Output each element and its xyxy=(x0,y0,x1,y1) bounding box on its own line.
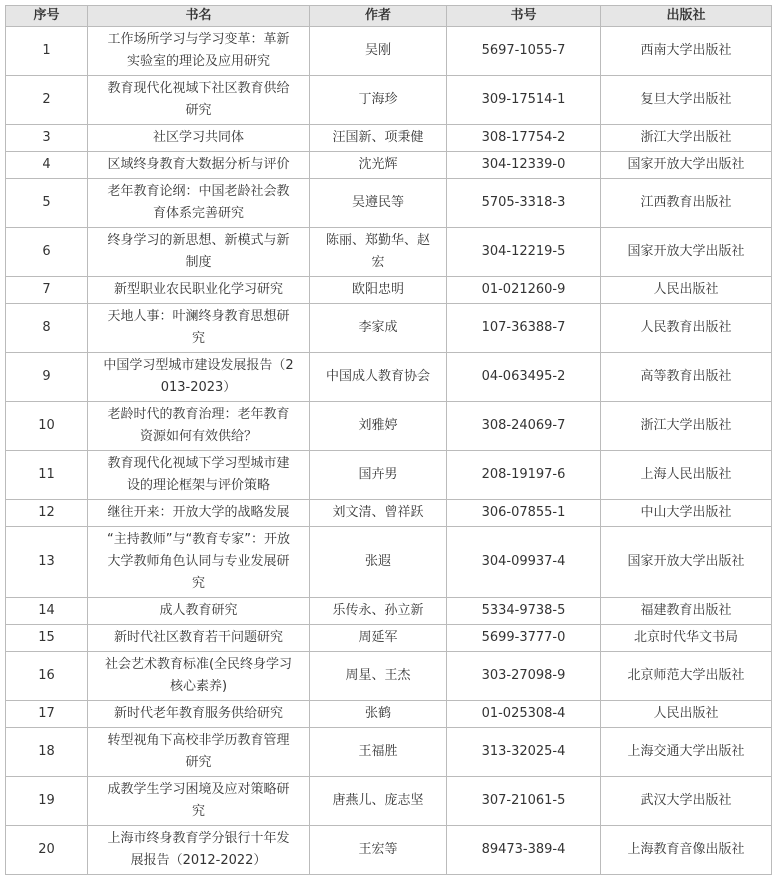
cell-code: 309-17514-1 xyxy=(447,76,601,125)
table-row xyxy=(6,152,772,179)
cell-title: 新时代老年教育服务供给研究 xyxy=(88,701,310,728)
cell-no: 10 xyxy=(6,402,88,451)
book-list-table xyxy=(5,5,772,875)
cell-no: 5 xyxy=(6,179,88,228)
cell-author: 唐燕儿、庞志坚 xyxy=(310,777,447,826)
cell-no: 14 xyxy=(6,598,88,625)
cell-title: 教育现代化视域下学习型城市建设的理论框架与评价策略 xyxy=(88,451,310,500)
cell-title: 中国学习型城市建设发展报告（2013-2023） xyxy=(88,353,310,402)
cell-no: 6 xyxy=(6,228,88,277)
header-title: 书名 xyxy=(88,6,310,27)
cell-publisher: 国家开放大学出版社 xyxy=(601,228,772,277)
cell-no: 17 xyxy=(6,701,88,728)
cell-code: 01-025308-4 xyxy=(447,701,601,728)
cell-publisher: 武汉大学出版社 xyxy=(601,777,772,826)
cell-publisher: 上海交通大学出版社 xyxy=(601,728,772,777)
cell-title: 社会艺术教育标准(全民终身学习核心素养) xyxy=(88,652,310,701)
cell-publisher: 浙江大学出版社 xyxy=(601,402,772,451)
cell-no: 9 xyxy=(6,353,88,402)
table-body xyxy=(6,27,772,875)
table-row xyxy=(6,598,772,625)
table-row xyxy=(6,625,772,652)
cell-author: 王福胜 xyxy=(310,728,447,777)
cell-title: 天地人事：叶澜终身教育思想研究 xyxy=(88,304,310,353)
cell-title: 成人教育研究 xyxy=(88,598,310,625)
cell-no: 2 xyxy=(6,76,88,125)
cell-code: 107-36388-7 xyxy=(447,304,601,353)
cell-publisher: 国家开放大学出版社 xyxy=(601,527,772,598)
cell-author: 沈光辉 xyxy=(310,152,447,179)
cell-no: 16 xyxy=(6,652,88,701)
header-author: 作者 xyxy=(310,6,447,27)
cell-publisher: 上海教育音像出版社 xyxy=(601,826,772,875)
cell-code: 5705-3318-3 xyxy=(447,179,601,228)
cell-no: 4 xyxy=(6,152,88,179)
cell-publisher: 国家开放大学出版社 xyxy=(601,152,772,179)
cell-title: 老龄时代的教育治理：老年教育资源如何有效供给？ xyxy=(88,402,310,451)
cell-author: 吴遵民等 xyxy=(310,179,447,228)
cell-code: 313-32025-4 xyxy=(447,728,601,777)
table-row xyxy=(6,527,772,598)
cell-author: 陈丽、郑勤华、赵宏 xyxy=(310,228,447,277)
table-row xyxy=(6,277,772,304)
cell-code: 307-21061-5 xyxy=(447,777,601,826)
cell-author: 周星、王杰 xyxy=(310,652,447,701)
cell-title: 社区学习共同体 xyxy=(88,125,310,152)
cell-author: 刘文清、曾祥跃 xyxy=(310,500,447,527)
cell-author: 乐传永、孙立新 xyxy=(310,598,447,625)
cell-no: 18 xyxy=(6,728,88,777)
cell-publisher: 人民教育出版社 xyxy=(601,304,772,353)
cell-publisher: 上海人民出版社 xyxy=(601,451,772,500)
header-no: 序号 xyxy=(6,6,88,27)
cell-publisher: 人民出版社 xyxy=(601,701,772,728)
table-row xyxy=(6,451,772,500)
cell-author: 刘雅婷 xyxy=(310,402,447,451)
cell-author: 周延军 xyxy=(310,625,447,652)
cell-code: 208-19197-6 xyxy=(447,451,601,500)
table-row xyxy=(6,27,772,76)
table-row xyxy=(6,652,772,701)
cell-author: 欧阳忠明 xyxy=(310,277,447,304)
cell-code: 308-24069-7 xyxy=(447,402,601,451)
cell-title: 新时代社区教育若干问题研究 xyxy=(88,625,310,652)
table-header-row xyxy=(6,6,772,27)
cell-author: 汪国新、项秉健 xyxy=(310,125,447,152)
cell-publisher: 西南大学出版社 xyxy=(601,27,772,76)
cell-code: 04-063495-2 xyxy=(447,353,601,402)
cell-code: 89473-389-4 xyxy=(447,826,601,875)
cell-title: 教育现代化视域下社区教育供给研究 xyxy=(88,76,310,125)
cell-title: 终身学习的新思想、新模式与新制度 xyxy=(88,228,310,277)
cell-title: 新型职业农民职业化学习研究 xyxy=(88,277,310,304)
cell-title: “主持教师”与“教育专家”：开放大学教师角色认同与专业发展研究 xyxy=(88,527,310,598)
cell-no: 1 xyxy=(6,27,88,76)
cell-publisher: 中山大学出版社 xyxy=(601,500,772,527)
cell-no: 20 xyxy=(6,826,88,875)
cell-code: 5334-9738-5 xyxy=(447,598,601,625)
table-row xyxy=(6,179,772,228)
cell-no: 12 xyxy=(6,500,88,527)
cell-no: 3 xyxy=(6,125,88,152)
cell-code: 5697-1055-7 xyxy=(447,27,601,76)
cell-author: 丁海珍 xyxy=(310,76,447,125)
table-row xyxy=(6,228,772,277)
cell-code: 01-021260-9 xyxy=(447,277,601,304)
cell-author: 李家成 xyxy=(310,304,447,353)
table-row xyxy=(6,76,772,125)
table-row xyxy=(6,777,772,826)
cell-code: 306-07855-1 xyxy=(447,500,601,527)
table-row xyxy=(6,826,772,875)
header-publisher: 出版社 xyxy=(601,6,772,27)
cell-no: 19 xyxy=(6,777,88,826)
cell-no: 11 xyxy=(6,451,88,500)
cell-publisher: 高等教育出版社 xyxy=(601,353,772,402)
cell-title: 继往开来：开放大学的战略发展 xyxy=(88,500,310,527)
cell-title: 区域终身教育大数据分析与评价 xyxy=(88,152,310,179)
table-row xyxy=(6,402,772,451)
table-row xyxy=(6,728,772,777)
cell-author: 张遐 xyxy=(310,527,447,598)
cell-code: 303-27098-9 xyxy=(447,652,601,701)
cell-publisher: 北京师范大学出版社 xyxy=(601,652,772,701)
table-row xyxy=(6,353,772,402)
cell-code: 304-09937-4 xyxy=(447,527,601,598)
cell-code: 308-17754-2 xyxy=(447,125,601,152)
cell-no: 15 xyxy=(6,625,88,652)
cell-author: 王宏等 xyxy=(310,826,447,875)
cell-title: 工作场所学习与学习变革：革新实验室的理论及应用研究 xyxy=(88,27,310,76)
cell-no: 7 xyxy=(6,277,88,304)
cell-code: 304-12219-5 xyxy=(447,228,601,277)
cell-title: 成教学生学习困境及应对策略研究 xyxy=(88,777,310,826)
cell-publisher: 人民出版社 xyxy=(601,277,772,304)
table-row xyxy=(6,500,772,527)
cell-title: 老年教育论纲：中国老龄社会教育体系完善研究 xyxy=(88,179,310,228)
cell-no: 8 xyxy=(6,304,88,353)
cell-no: 13 xyxy=(6,527,88,598)
table-row xyxy=(6,125,772,152)
cell-title: 转型视角下高校非学历教育管理研究 xyxy=(88,728,310,777)
cell-publisher: 北京时代华文书局 xyxy=(601,625,772,652)
cell-title: 上海市终身教育学分银行十年发展报告（2012-2022） xyxy=(88,826,310,875)
table-row xyxy=(6,304,772,353)
header-code: 书号 xyxy=(447,6,601,27)
cell-code: 304-12339-0 xyxy=(447,152,601,179)
cell-publisher: 复旦大学出版社 xyxy=(601,76,772,125)
cell-code: 5699-3777-0 xyxy=(447,625,601,652)
cell-author: 张鹤 xyxy=(310,701,447,728)
table-row xyxy=(6,701,772,728)
cell-author: 中国成人教育协会 xyxy=(310,353,447,402)
cell-publisher: 福建教育出版社 xyxy=(601,598,772,625)
cell-publisher: 浙江大学出版社 xyxy=(601,125,772,152)
cell-author: 国卉男 xyxy=(310,451,447,500)
cell-author: 吴刚 xyxy=(310,27,447,76)
cell-publisher: 江西教育出版社 xyxy=(601,179,772,228)
